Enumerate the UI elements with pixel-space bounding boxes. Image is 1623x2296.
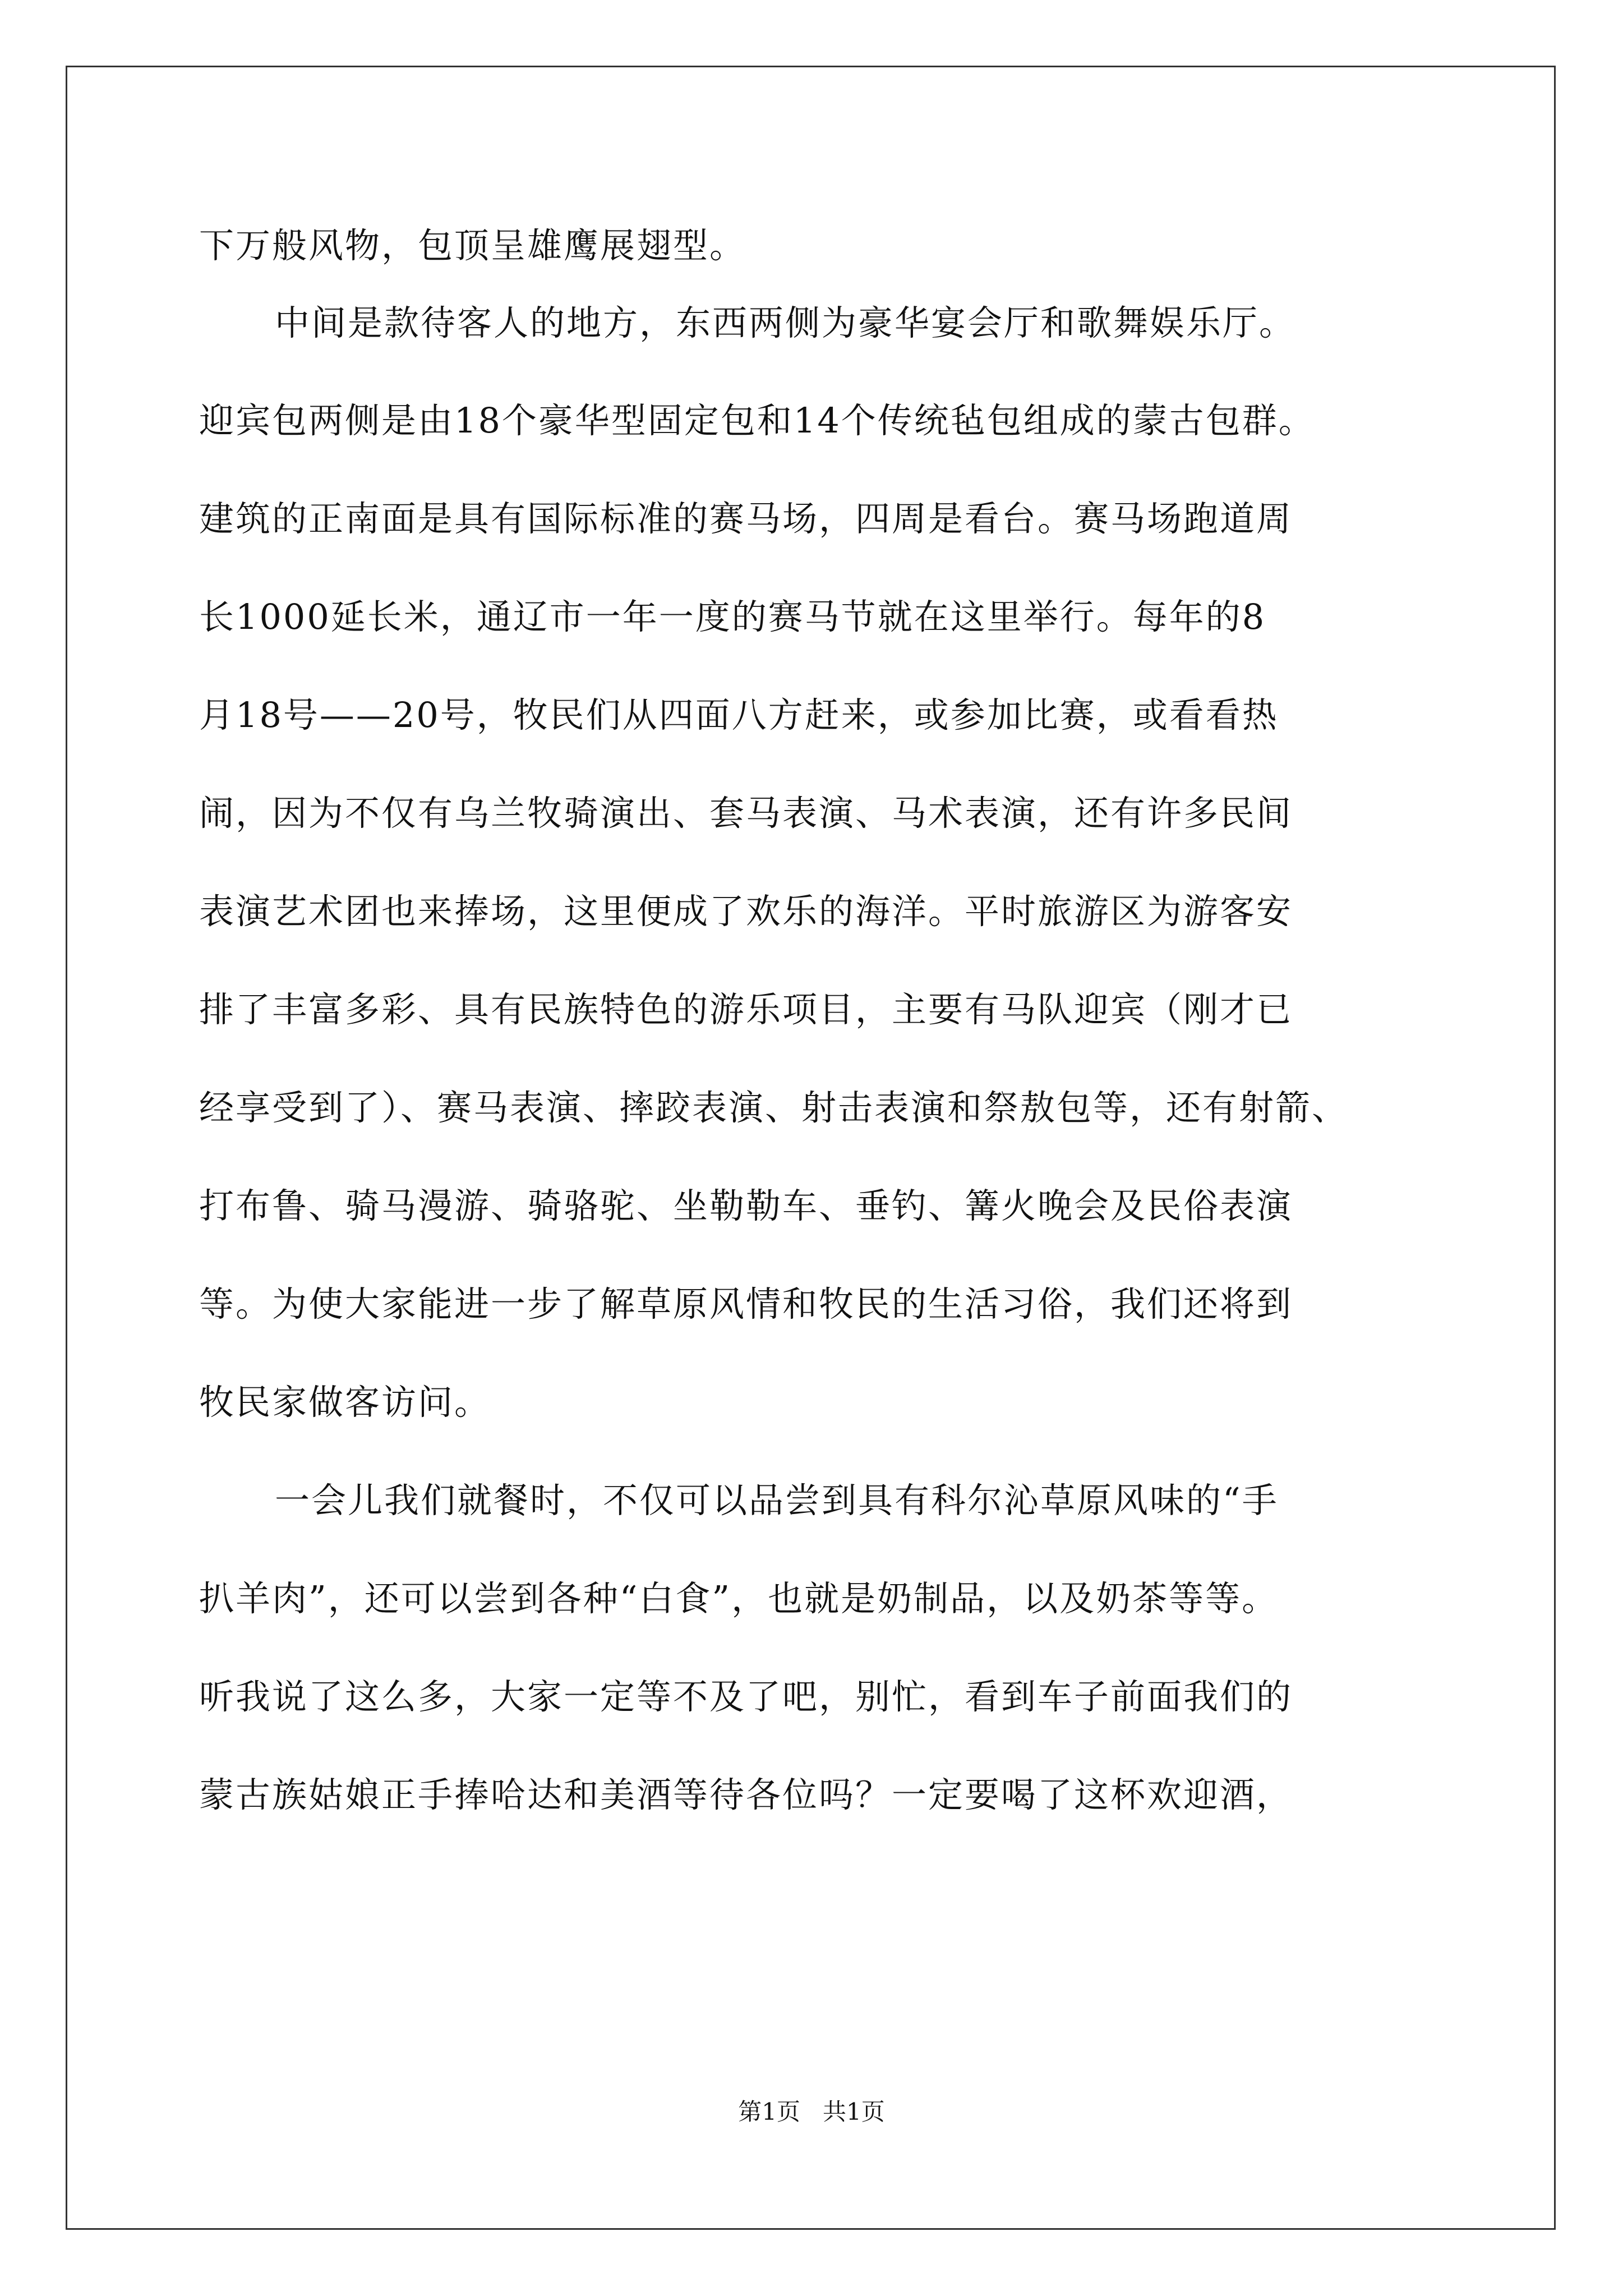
text-line: 迎宾包两侧是由18个豪华型固定包和14个传统毡包组成的蒙古包群。 (199, 400, 1315, 441)
page-number-footer: 第1页 共1页 (738, 2098, 885, 2125)
text-line: 蒙古族姑娘正手捧哈达和美酒等待各位吗？一定要喝了这杯欢迎酒， (199, 1774, 1293, 1815)
text-line: 闹，因为不仅有乌兰牧骑演出、套马表演、马术表演，还有许多民间 (199, 793, 1293, 834)
text-line: 牧民家做客访问。 (199, 1382, 491, 1423)
text-line: 听我说了这么多，大家一定等不及了吧，别忙，看到车子前面我们的 (199, 1676, 1293, 1717)
text-line: 中间是款待客人的地方，东西两侧为豪华宴会厅和歌舞娱乐厅。 (275, 302, 1296, 343)
text-line: 扒羊肉”，还可以尝到各种“白食”，也就是奶制品，以及奶茶等等。 (199, 1578, 1279, 1619)
text-line: 一会儿我们就餐时，不仅可以品尝到具有科尔沁草原风味的“手 (275, 1480, 1279, 1521)
page-border (66, 66, 1556, 2230)
text-line: 等。为使大家能进一步了解草原风情和牧民的生活习俗，我们还将到 (199, 1283, 1293, 1324)
text-line: 建筑的正南面是具有国际标准的赛马场，四周是看台。赛马场跑道周 (199, 498, 1293, 539)
text-line: 下万般风物，包顶呈雄鹰展翅型。 (199, 225, 746, 266)
text-line: 表演艺术团也来捧场，这里便成了欢乐的海洋。平时旅游区为游客安 (199, 891, 1293, 932)
text-line: 经享受到了）、赛马表演、摔跤表演、射击表演和祭敖包等，还有射箭、 (199, 1087, 1349, 1128)
text-line: 长1000延长米，通辽市一年一度的赛马节就在这里举行。每年的8 (199, 596, 1266, 637)
text-line: 打布鲁、骑马漫游、骑骆驼、坐勒勒车、垂钓、篝火晚会及民俗表演 (199, 1185, 1293, 1226)
text-line: 排了丰富多彩、具有民族特色的游乐项目，主要有马队迎宾（刚才已 (199, 989, 1293, 1030)
text-line: 月18号——20号，牧民们从四面八方赶来，或参加比赛，或看看热 (199, 694, 1279, 735)
